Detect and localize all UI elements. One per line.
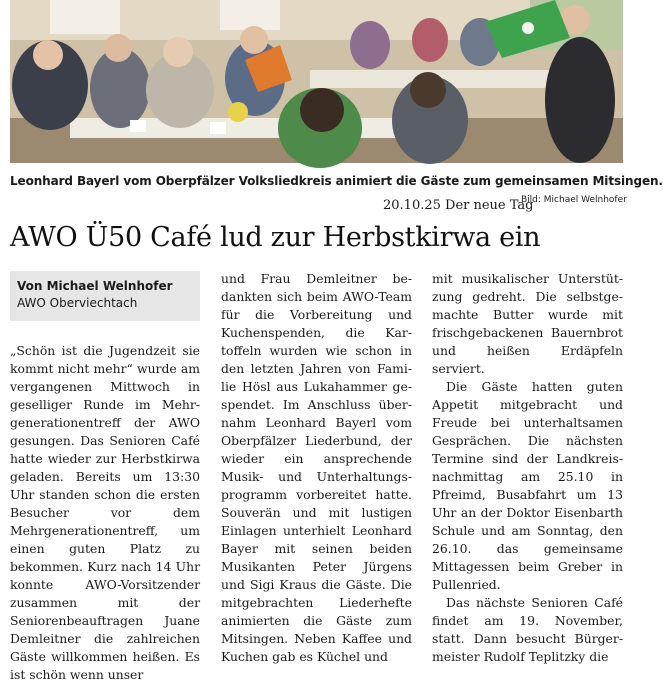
article-column-1 xyxy=(10,342,200,682)
paragraph: Die Gäste hatten guten Appetit mitgebracht und Freude bei unterhaltsamen Gesprächen. Die nächsten Termine sind der Landkreisnachmittag am 25.10 in Pfreimd, Busabfahrt um 13 Uhr an der Doktor Eisenbarth Schule und am Sonntag, den 26.10. das gemeinsame Mittagessen beim Greber in Pullenried. xyxy=(432,379,623,592)
paragraph: „Schön ist die Jugendzeit sie kommt nicht mehr“ wurde am vergangenen Mittwoch in geselliger Runde im Mehrgenerationentreff der AWO gesungen. Das Senioren Café hatte wieder zur Herbstkirwa geladen. Bereits um 13:30 Uhr standen schon die ersten Besucher vor dem Mehrgenerationentreff, um einen guten Platz zu bekommen. Kurz nach 14 Uhr konnte AWO-Vorsitzender zusammen mit der Seniorenbeauftragen Juane Demleitner die zahlreichen Gäste willkommen heißen. Es ist schön wenn unser xyxy=(10,343,200,682)
byline-author: Von Michael Welnhofer xyxy=(17,279,173,293)
byline-organization: AWO Oberviechtach xyxy=(17,296,138,310)
article-photo xyxy=(10,0,623,163)
paragraph: Das nächste Senioren Café findet am 19. November, statt. Dann besucht Bürgermeister Rudolf Teplitzky die xyxy=(432,595,623,664)
article-headline: AWO Ü50 Café lud zur Herbstkirwa ein xyxy=(10,222,541,253)
photo-icon xyxy=(10,0,623,163)
paragraph: und Frau Demleitner bedankten sich beim AWO-Team für die Vorbereitung und Kuchenspenden, die Kartoffeln wurden wie schon in den letzten Jahren von Familie Hösl aus Lukahammer gespendet. Im Anschluss übernahm Leonhard Bayerl vom Oberpfälzer Liederbund, der wieder ein ansprechende Musik- und Unterhaltungsprogramm vorbereitet hatte. Souverän und mit lustigen Einlagen unterhielt Leonhard Bayer mit seinen beiden Musikanten Peter Jürgens und Sigi Kraus die Gäste. Die mitgebrachten Liederhefte animierten die Gäste zum Mitsingen. Neben Kaffee und Kuchen gab es Küchel und xyxy=(221,271,412,664)
photo-caption: Leonhard Bayerl vom Oberpfälzer Volksliedkreis animiert die Gäste zum gemeinsamen Mitsingen. xyxy=(10,174,663,188)
paragraph: mit musikalischer Unterstützung gedreht. Die selbstgemachte Butter wurde mit frischgebackenen Bauernbrot und heißen Erdäpfeln serviert. xyxy=(432,271,623,376)
dateline: 20.10.25 Der neue Tag xyxy=(383,198,534,213)
photo-credit: Bild: Michael Welnhofer xyxy=(521,195,627,205)
article-column-2 xyxy=(221,270,412,664)
article-column-3 xyxy=(432,270,623,664)
byline-box xyxy=(10,271,200,321)
